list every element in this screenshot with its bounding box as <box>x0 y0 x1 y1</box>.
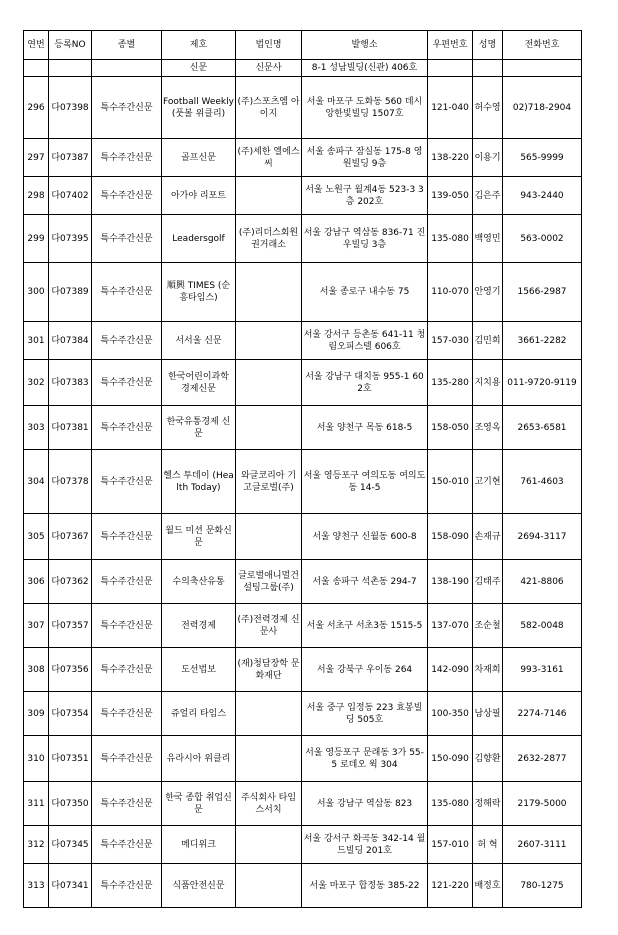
corporation-cell <box>236 826 302 864</box>
zip-cell: 157-030 <box>428 322 473 360</box>
registration-no-cell: 다07367 <box>49 514 92 560</box>
table-row <box>24 864 582 908</box>
registration-no-cell: 다07351 <box>49 736 92 782</box>
sub-header-corporation: 신문사 <box>236 60 302 77</box>
title-cell: 골프신문 <box>162 139 236 177</box>
phone-cell: 3661-2282 <box>503 322 582 360</box>
title-cell: 유라시아 위클리 <box>162 736 236 782</box>
corporation-cell: (주)전력경제 신문사 <box>236 604 302 648</box>
header-title: 제호 <box>162 31 236 60</box>
serial-cell: 306 <box>24 560 49 604</box>
table-row <box>24 604 582 648</box>
zip-cell: 158-090 <box>428 514 473 560</box>
type-cell: 특수주간신문 <box>92 215 162 263</box>
corporation-cell: (주)리더스회원 권거래소 <box>236 215 302 263</box>
serial-cell: 313 <box>24 864 49 908</box>
address-cell: 서울 영등포구 여의도동 여의도동 14-5 <box>302 450 428 514</box>
serial-cell: 304 <box>24 450 49 514</box>
name-cell: 김민희 <box>473 322 503 360</box>
serial-cell: 298 <box>24 177 49 215</box>
registration-no-cell: 다07341 <box>49 864 92 908</box>
table-row <box>24 215 582 263</box>
address-cell: 서울 종로구 내수동 75 <box>302 263 428 322</box>
table-row <box>24 560 582 604</box>
address-cell: 서울 마포구 도화동 560 데시앙한빛빌딩 1507호 <box>302 77 428 139</box>
corporation-cell <box>236 514 302 560</box>
zip-cell: 121-220 <box>428 864 473 908</box>
serial-cell: 302 <box>24 360 49 406</box>
name-cell: 김태주 <box>473 560 503 604</box>
phone-cell: 993-3161 <box>503 648 582 692</box>
type-cell: 특수주간신문 <box>92 826 162 864</box>
zip-cell: 100-350 <box>428 692 473 736</box>
type-cell: 특수주간신문 <box>92 77 162 139</box>
registration-no-cell: 다07402 <box>49 177 92 215</box>
name-cell: 차재희 <box>473 648 503 692</box>
serial-cell: 310 <box>24 736 49 782</box>
title-cell: 順興 TIMES (순흥타임스) <box>162 263 236 322</box>
serial-cell: 303 <box>24 406 49 450</box>
table-row <box>24 139 582 177</box>
title-cell: 식품안전신문 <box>162 864 236 908</box>
phone-cell: 563-0002 <box>503 215 582 263</box>
phone-cell: 2607-3111 <box>503 826 582 864</box>
corporation-cell: (주)세한 엘에스씨 <box>236 139 302 177</box>
zip-cell: 139-050 <box>428 177 473 215</box>
type-cell: 특수주간신문 <box>92 604 162 648</box>
type-cell: 특수주간신문 <box>92 322 162 360</box>
title-cell: 한국 종합 취업신문 <box>162 782 236 826</box>
table-row <box>24 322 582 360</box>
zip-cell: 150-010 <box>428 450 473 514</box>
title-cell: 도선법보 <box>162 648 236 692</box>
header-type: 종별 <box>92 31 162 60</box>
sub-header-cell <box>503 60 582 77</box>
zip-cell: 157-010 <box>428 826 473 864</box>
registration-no-cell: 다07345 <box>49 826 92 864</box>
phone-cell: 1566-2987 <box>503 263 582 322</box>
zip-cell: 135-280 <box>428 360 473 406</box>
type-cell: 특수주간신문 <box>92 450 162 514</box>
table-row <box>24 692 582 736</box>
sub-header-cell <box>49 60 92 77</box>
registration-no-cell: 다07362 <box>49 560 92 604</box>
address-cell: 서울 강서구 등촌동 641-11 청림오피스텔 606호 <box>302 322 428 360</box>
phone-cell: 780-1275 <box>503 864 582 908</box>
address-cell: 서울 강서구 화곡동 342-14 월드빌딩 201호 <box>302 826 428 864</box>
serial-cell: 299 <box>24 215 49 263</box>
phone-cell: 2632-2877 <box>503 736 582 782</box>
name-cell: 조순철 <box>473 604 503 648</box>
table-row <box>24 736 582 782</box>
type-cell: 특수주간신문 <box>92 406 162 450</box>
table-row <box>24 77 582 139</box>
corporation-cell <box>236 736 302 782</box>
type-cell: 특수주간신문 <box>92 560 162 604</box>
registration-no-cell: 다07395 <box>49 215 92 263</box>
address-cell: 서울 강남구 역삼동 836-71 진우빌딩 3층 <box>302 215 428 263</box>
title-cell: 쥬얼리 타임스 <box>162 692 236 736</box>
sub-header-cell <box>473 60 503 77</box>
phone-cell: 02)718-2904 <box>503 77 582 139</box>
header-corporation: 법인명 <box>236 31 302 60</box>
registration-no-cell: 다07387 <box>49 139 92 177</box>
address-cell: 서울 서초구 서초3동 1515-5 <box>302 604 428 648</box>
phone-cell: 2653-6581 <box>503 406 582 450</box>
corporation-cell <box>236 406 302 450</box>
title-cell: 월드 미션 문화신문 <box>162 514 236 560</box>
corporation-cell: (주)스포츠엠 아이지 <box>236 77 302 139</box>
name-cell: 김은주 <box>473 177 503 215</box>
sub-header-cell <box>92 60 162 77</box>
address-cell: 서울 강북구 우이동 264 <box>302 648 428 692</box>
sub-header-cell <box>428 60 473 77</box>
corporation-cell <box>236 322 302 360</box>
name-cell: 백영민 <box>473 215 503 263</box>
zip-cell: 135-080 <box>428 215 473 263</box>
registration-no-cell: 다07389 <box>49 263 92 322</box>
sub-header-row <box>24 60 582 77</box>
name-cell: 허 혁 <box>473 826 503 864</box>
title-cell: Leadersgolf <box>162 215 236 263</box>
address-cell: 서울 양천구 신월동 600-8 <box>302 514 428 560</box>
zip-cell: 150-090 <box>428 736 473 782</box>
address-cell: 서울 강남구 대치동 955-1 602호 <box>302 360 428 406</box>
zip-cell: 158-050 <box>428 406 473 450</box>
serial-cell: 308 <box>24 648 49 692</box>
table-row <box>24 450 582 514</box>
address-cell: 서울 마포구 합정동 385-22 <box>302 864 428 908</box>
table-row <box>24 648 582 692</box>
zip-cell: 138-220 <box>428 139 473 177</box>
address-cell: 서울 송파구 잠실동 175-8 영원빌딩 9층 <box>302 139 428 177</box>
type-cell: 특수주간신문 <box>92 782 162 826</box>
title-cell: 한국어린이과학 경제신문 <box>162 360 236 406</box>
address-cell: 서울 송파구 석촌동 294-7 <box>302 560 428 604</box>
phone-cell: 582-0048 <box>503 604 582 648</box>
zip-cell: 121-040 <box>428 77 473 139</box>
corporation-cell <box>236 692 302 736</box>
name-cell: 조영옥 <box>473 406 503 450</box>
corporation-cell <box>236 864 302 908</box>
table-row <box>24 263 582 322</box>
serial-cell: 296 <box>24 77 49 139</box>
registration-no-cell: 다07383 <box>49 360 92 406</box>
type-cell: 특수주간신문 <box>92 736 162 782</box>
title-cell: 아가야 리포트 <box>162 177 236 215</box>
corporation-cell <box>236 360 302 406</box>
registration-no-cell: 다07381 <box>49 406 92 450</box>
serial-cell: 307 <box>24 604 49 648</box>
registration-no-cell: 다07350 <box>49 782 92 826</box>
table-body <box>24 60 582 908</box>
header-address: 발행소 <box>302 31 428 60</box>
corporation-cell: 글로벌애니멀건 설팅그룹(주) <box>236 560 302 604</box>
name-cell: 손재규 <box>473 514 503 560</box>
serial-cell: 301 <box>24 322 49 360</box>
name-cell: 남상필 <box>473 692 503 736</box>
zip-cell: 142-090 <box>428 648 473 692</box>
serial-cell: 305 <box>24 514 49 560</box>
serial-cell: 309 <box>24 692 49 736</box>
table-row <box>24 782 582 826</box>
phone-cell: 421-8806 <box>503 560 582 604</box>
corporation-cell: 주식회사 타임스서치 <box>236 782 302 826</box>
serial-cell: 311 <box>24 782 49 826</box>
table-row <box>24 406 582 450</box>
title-cell: 서서울 신문 <box>162 322 236 360</box>
title-cell: 헬스 투데이 (Health Today) <box>162 450 236 514</box>
corporation-cell: (재)청담장학 문화재단 <box>236 648 302 692</box>
registration-no-cell: 다07398 <box>49 77 92 139</box>
phone-cell: 761-4603 <box>503 450 582 514</box>
corporation-cell <box>236 177 302 215</box>
type-cell: 특수주간신문 <box>92 263 162 322</box>
type-cell: 특수주간신문 <box>92 648 162 692</box>
title-cell: 수의축산유통 <box>162 560 236 604</box>
title-cell: 한국유통경제 신문 <box>162 406 236 450</box>
address-cell: 서울 강남구 역삼동 823 <box>302 782 428 826</box>
registration-no-cell: 다07357 <box>49 604 92 648</box>
name-cell: 정해락 <box>473 782 503 826</box>
phone-cell: 2694-3117 <box>503 514 582 560</box>
serial-cell: 300 <box>24 263 49 322</box>
type-cell: 특수주간신문 <box>92 692 162 736</box>
header-serial: 연번 <box>24 31 49 60</box>
table-row <box>24 514 582 560</box>
corporation-cell: 와글코리아 기고글로벌(주) <box>236 450 302 514</box>
registration-no-cell: 다07354 <box>49 692 92 736</box>
publication-registry-table <box>23 30 582 908</box>
type-cell: 특수주간신문 <box>92 139 162 177</box>
address-cell: 서울 양천구 목동 618-5 <box>302 406 428 450</box>
header-name: 성명 <box>473 31 503 60</box>
table-row <box>24 826 582 864</box>
sub-header-cell <box>24 60 49 77</box>
phone-cell: 2179-5000 <box>503 782 582 826</box>
title-cell: Football Weekly (풋볼 위클리) <box>162 77 236 139</box>
name-cell: 고기현 <box>473 450 503 514</box>
type-cell: 특수주간신문 <box>92 514 162 560</box>
phone-cell: 565-9999 <box>503 139 582 177</box>
type-cell: 특수주간신문 <box>92 177 162 215</box>
address-cell: 서울 중구 입정동 223 효봉빌딩 505호 <box>302 692 428 736</box>
type-cell: 특수주간신문 <box>92 864 162 908</box>
type-cell: 특수주간신문 <box>92 360 162 406</box>
phone-cell: 2274-7146 <box>503 692 582 736</box>
table-row <box>24 360 582 406</box>
sub-header-address: 8-1 성남빌딩(신관) 406호 <box>302 60 428 77</box>
header-phone: 전화번호 <box>503 31 582 60</box>
title-cell: 전력경제 <box>162 604 236 648</box>
name-cell: 허수영 <box>473 77 503 139</box>
name-cell: 김향환 <box>473 736 503 782</box>
name-cell: 이용기 <box>473 139 503 177</box>
zip-cell: 110-070 <box>428 263 473 322</box>
corporation-cell <box>236 263 302 322</box>
header-row <box>24 31 582 60</box>
serial-cell: 312 <box>24 826 49 864</box>
name-cell: 지치용 <box>473 360 503 406</box>
phone-cell: 011-9720-9119 <box>503 360 582 406</box>
name-cell: 배정호 <box>473 864 503 908</box>
zip-cell: 135-080 <box>428 782 473 826</box>
header-zip: 우편번호 <box>428 31 473 60</box>
registration-no-cell: 다07356 <box>49 648 92 692</box>
table-row <box>24 177 582 215</box>
address-cell: 서울 노원구 월계4동 523-3 3층 202호 <box>302 177 428 215</box>
address-cell: 서울 영등포구 문래동 3가 55-5 로데오 윅 304 <box>302 736 428 782</box>
phone-cell: 943-2440 <box>503 177 582 215</box>
header-registration-no: 등록NO <box>49 31 92 60</box>
zip-cell: 137-070 <box>428 604 473 648</box>
zip-cell: 138-190 <box>428 560 473 604</box>
title-cell: 메디위크 <box>162 826 236 864</box>
name-cell: 안영기 <box>473 263 503 322</box>
registration-no-cell: 다07378 <box>49 450 92 514</box>
registration-no-cell: 다07384 <box>49 322 92 360</box>
sub-header-title: 신문 <box>162 60 236 77</box>
serial-cell: 297 <box>24 139 49 177</box>
